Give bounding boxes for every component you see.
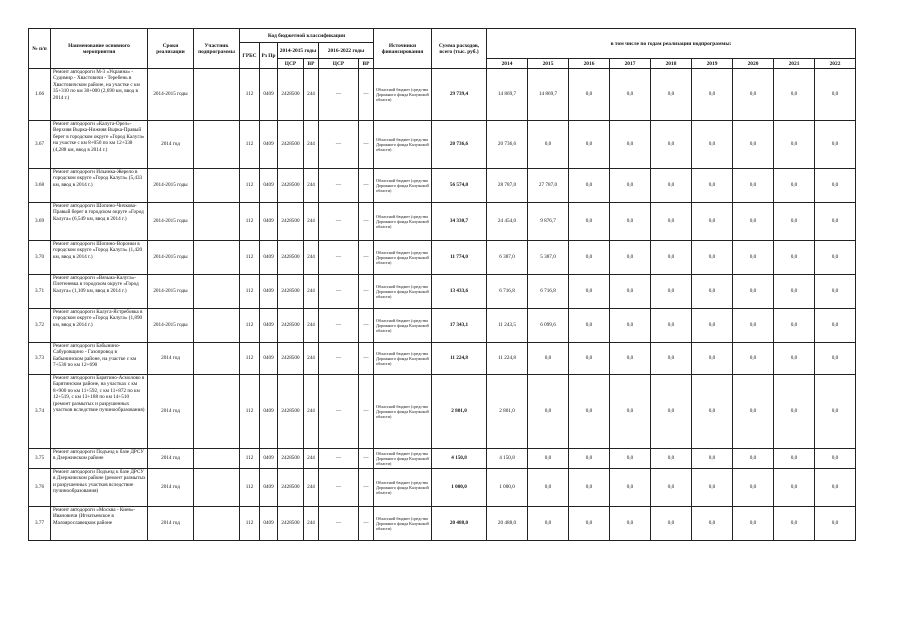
row-name: Ремонт автодороги Шопино-Чичкова-Правый берег в городском округе «Город Калуга» (6,549 км, ввод в 2014 г.): [51, 203, 148, 241]
row-year-value: 0,0: [651, 507, 692, 541]
row-vr-2016: —: [359, 203, 374, 241]
row-num: 3.76: [29, 469, 51, 507]
header-terms: Сроки реализации: [148, 29, 194, 69]
row-vr-2016: —: [359, 169, 374, 203]
header-year: 2017: [610, 59, 651, 69]
row-year-value: 0,0: [528, 343, 569, 375]
row-name: Ремонт автодороги Ильинка-Жерело в городском округе «Город Калуга» (5,433 км, ввод в 2014 г.): [51, 169, 148, 203]
header-vr: ВР: [304, 59, 319, 69]
row-vr: 244: [304, 69, 319, 121]
row-rzpr: 0409: [260, 507, 278, 541]
row-year-value: 0,0: [692, 241, 733, 275]
header-period-2014: 2014-2015 годы: [278, 43, 319, 59]
row-year-value: 0,0: [815, 275, 856, 309]
row-participant: [194, 449, 240, 469]
header-year: 2022: [815, 59, 856, 69]
header-vr: ВР: [359, 59, 374, 69]
row-grbs: 112: [240, 241, 260, 275]
row-year-value: 0,0: [610, 275, 651, 309]
table-row: [29, 241, 856, 275]
row-num: 3.72: [29, 309, 51, 343]
row-year-value: 0,0: [651, 169, 692, 203]
header-csr: ЦСР: [319, 59, 359, 69]
row-grbs: 112: [240, 469, 260, 507]
row-name: Ремонт автодороги Барятино-Асмолово в Барятинском районе, на участках с км 8+900 по км 11+592, с км 11+872 по км 12+519, с км 13+188 по км 14+510 (ремонт размытых и разрушенных участков вследствие пучинообразования): [51, 375, 148, 449]
row-year-value: 9 876,7: [528, 203, 569, 241]
row-year-value: 0,0: [815, 449, 856, 469]
row-vr-2016: —: [359, 343, 374, 375]
row-vr-2016: —: [359, 449, 374, 469]
row-year-value: 0,0: [610, 69, 651, 121]
row-year-value: 6 387,0: [487, 241, 528, 275]
header-year: 2019: [692, 59, 733, 69]
row-csr: 2428500: [278, 309, 304, 343]
row-vr-2016: —: [359, 375, 374, 449]
row-year-value: 0,0: [733, 449, 774, 469]
row-vr: 244: [304, 169, 319, 203]
row-participant: [194, 241, 240, 275]
row-year-value: 0,0: [610, 241, 651, 275]
row-csr: 2428500: [278, 69, 304, 121]
row-year-value: 0,0: [815, 507, 856, 541]
row-year-value: 0,0: [692, 69, 733, 121]
row-num: 3.68: [29, 169, 51, 203]
row-terms: 2014-2015 годы: [148, 241, 194, 275]
row-total: 11 224,8: [432, 343, 487, 375]
row-source: Областной бюджет (средства Дорожного фонда Калужской области): [374, 375, 432, 449]
row-vr: 244: [304, 507, 319, 541]
row-source: Областной бюджет (средства Дорожного фонда Калужской области): [374, 309, 432, 343]
row-year-value: 0,0: [651, 469, 692, 507]
row-grbs: 112: [240, 507, 260, 541]
row-year-value: 0,0: [651, 375, 692, 449]
row-source: Областной бюджет (средства Дорожного фонда Калужской области): [374, 169, 432, 203]
row-year-value: 0,0: [733, 309, 774, 343]
row-num: 3.67: [29, 121, 51, 169]
row-year-value: 0,0: [610, 507, 651, 541]
row-year-value: 0,0: [774, 343, 815, 375]
row-participant: [194, 375, 240, 449]
row-grbs: 112: [240, 121, 260, 169]
row-csr-2016: —: [319, 241, 359, 275]
row-vr: 244: [304, 241, 319, 275]
row-year-value: 0,0: [692, 507, 733, 541]
row-source: Областной бюджет (средства Дорожного фонда Калужской области): [374, 203, 432, 241]
header-sources: Источники финансирования: [374, 29, 432, 69]
row-year-value: 0,0: [651, 343, 692, 375]
row-rzpr: 0409: [260, 469, 278, 507]
row-year-value: 20 488,0: [487, 507, 528, 541]
header-grbs: ГРБС: [240, 43, 260, 69]
row-grbs: 112: [240, 375, 260, 449]
row-terms: 2014-2015 годы: [148, 309, 194, 343]
row-terms: 2014 год: [148, 343, 194, 375]
row-csr-2016: —: [319, 343, 359, 375]
row-csr-2016: —: [319, 309, 359, 343]
row-grbs: 112: [240, 343, 260, 375]
row-year-value: 0,0: [692, 309, 733, 343]
row-terms: 2014 год: [148, 449, 194, 469]
row-year-value: 0,0: [774, 469, 815, 507]
row-vr-2016: —: [359, 275, 374, 309]
row-vr: 244: [304, 121, 319, 169]
row-year-value: 2 801,0: [487, 375, 528, 449]
row-total: 34 330,7: [432, 203, 487, 241]
table-row: [29, 343, 856, 375]
row-csr: 2428500: [278, 169, 304, 203]
row-vr-2016: —: [359, 507, 374, 541]
row-year-value: 0,0: [692, 169, 733, 203]
row-terms: 2014-2015 годы: [148, 203, 194, 241]
row-year-value: 0,0: [733, 375, 774, 449]
row-year-value: 0,0: [528, 449, 569, 469]
row-year-value: 11 243,5: [487, 309, 528, 343]
row-year-value: 0,0: [569, 309, 610, 343]
row-name: Ремонт автодороги «Калуга-Орел»-Верхняя Вырка-Нижняя Вырка-Правый берег в городском округе «Город Калуга» на участке с км 8+050 по км 12+338 (4,288 км, ввод в 2014 г.): [51, 121, 148, 169]
row-grbs: 112: [240, 169, 260, 203]
header-num: № п/п: [29, 29, 51, 69]
row-year-value: 6 716,8: [528, 275, 569, 309]
row-source: Областной бюджет (средства Дорожного фонда Калужской области): [374, 469, 432, 507]
row-year-value: 0,0: [651, 275, 692, 309]
row-rzpr: 0409: [260, 375, 278, 449]
budget-table: [28, 28, 856, 541]
row-participant: [194, 343, 240, 375]
row-csr-2016: —: [319, 449, 359, 469]
row-num: 3.73: [29, 343, 51, 375]
row-csr: 2428500: [278, 469, 304, 507]
row-year-value: 0,0: [610, 121, 651, 169]
row-terms: 2014 год: [148, 507, 194, 541]
row-year-value: 0,0: [569, 375, 610, 449]
row-name: Ремонт автодороги Подъезд к базе ДРСУ в Дзержинском районе: [51, 449, 148, 469]
row-grbs: 112: [240, 203, 260, 241]
row-year-value: 0,0: [569, 507, 610, 541]
row-year-value: 0,0: [733, 507, 774, 541]
row-csr: 2428500: [278, 275, 304, 309]
row-vr: 244: [304, 449, 319, 469]
row-vr: 244: [304, 309, 319, 343]
row-csr-2016: —: [319, 507, 359, 541]
row-rzpr: 0409: [260, 241, 278, 275]
row-total: 2 801,0: [432, 375, 487, 449]
row-participant: [194, 169, 240, 203]
row-total: 11 774,0: [432, 241, 487, 275]
row-year-value: 0,0: [692, 121, 733, 169]
row-year-value: 0,0: [569, 203, 610, 241]
row-csr: 2428500: [278, 343, 304, 375]
row-year-value: 14 869,7: [487, 69, 528, 121]
row-year-value: 0,0: [774, 275, 815, 309]
row-year-value: 0,0: [528, 375, 569, 449]
row-year-value: 0,0: [774, 449, 815, 469]
row-year-value: 0,0: [815, 375, 856, 449]
row-grbs: 112: [240, 449, 260, 469]
row-total: 4 150,8: [432, 449, 487, 469]
table-row: [29, 309, 856, 343]
row-year-value: 0,0: [733, 241, 774, 275]
table-row: [29, 469, 856, 507]
row-rzpr: 0409: [260, 309, 278, 343]
row-year-value: 0,0: [815, 241, 856, 275]
row-grbs: 112: [240, 69, 260, 121]
row-year-value: 0,0: [815, 469, 856, 507]
row-year-value: 0,0: [774, 241, 815, 275]
row-year-value: 24 454,0: [487, 203, 528, 241]
table-row: [29, 375, 856, 449]
row-participant: [194, 69, 240, 121]
row-year-value: 0,0: [692, 469, 733, 507]
header-by-years: в том числе по годам реализации подпрограммы:: [487, 29, 856, 59]
table-row: [29, 275, 856, 309]
row-year-value: 0,0: [692, 449, 733, 469]
row-source: Областной бюджет (средства Дорожного фонда Калужской области): [374, 241, 432, 275]
budget-table-sheet: [28, 28, 856, 541]
row-year-value: 6 099,6: [528, 309, 569, 343]
row-year-value: 0,0: [733, 275, 774, 309]
row-year-value: 11 224,8: [487, 343, 528, 375]
table-row: [29, 121, 856, 169]
row-year-value: 0,0: [610, 343, 651, 375]
row-name: Ремонт автодороги Калуга-Ястребовка в городском округе «Город Калуга» (1,890 км, ввод в 2014 г.): [51, 309, 148, 343]
row-year-value: 0,0: [651, 241, 692, 275]
row-vr-2016: —: [359, 241, 374, 275]
row-year-value: 0,0: [651, 69, 692, 121]
row-year-value: 0,0: [733, 121, 774, 169]
row-source: Областной бюджет (средства Дорожного фонда Калужской области): [374, 121, 432, 169]
row-year-value: 4 150,8: [487, 449, 528, 469]
row-source: Областной бюджет (средства Дорожного фонда Калужской области): [374, 449, 432, 469]
row-year-value: 0,0: [774, 69, 815, 121]
header-sum: Сумма расходов, всего (тыс. руб.): [432, 29, 487, 69]
row-total: 56 574,0: [432, 169, 487, 203]
row-year-value: 0,0: [692, 343, 733, 375]
row-total: 20 736,6: [432, 121, 487, 169]
row-year-value: 0,0: [774, 309, 815, 343]
row-year-value: 0,0: [815, 309, 856, 343]
row-rzpr: 0409: [260, 169, 278, 203]
row-name: Ремонт автодороги «Москва - Киев»-Ивановичи (Игнатьевское в Малоярославецком районе: [51, 507, 148, 541]
row-year-value: 0,0: [610, 169, 651, 203]
row-csr: 2428500: [278, 241, 304, 275]
header-rzpr: Рз Пр: [260, 43, 278, 69]
row-year-value: 0,0: [651, 309, 692, 343]
row-vr: 244: [304, 203, 319, 241]
header-csr: ЦСР: [278, 59, 304, 69]
table-body: [29, 69, 856, 541]
row-year-value: 0,0: [610, 309, 651, 343]
row-num: 3.71: [29, 275, 51, 309]
row-year-value: 0,0: [610, 375, 651, 449]
row-year-value: 0,0: [569, 449, 610, 469]
row-year-value: 5 387,0: [528, 241, 569, 275]
row-csr: 2428500: [278, 375, 304, 449]
row-year-value: 0,0: [569, 169, 610, 203]
row-year-value: 0,0: [774, 121, 815, 169]
row-csr-2016: —: [319, 275, 359, 309]
row-year-value: 0,0: [610, 449, 651, 469]
table-row: [29, 169, 856, 203]
row-year-value: 1 000,0: [487, 469, 528, 507]
row-year-value: 0,0: [733, 69, 774, 121]
row-terms: 2014 год: [148, 469, 194, 507]
row-year-value: 0,0: [569, 469, 610, 507]
row-num: 1.66: [29, 69, 51, 121]
row-participant: [194, 507, 240, 541]
row-year-value: 0,0: [815, 203, 856, 241]
row-source: Областной бюджет (средства Дорожного фонда Калужской области): [374, 275, 432, 309]
header-year: 2015: [528, 59, 569, 69]
row-year-value: 0,0: [569, 343, 610, 375]
header-year: 2018: [651, 59, 692, 69]
row-year-value: 0,0: [774, 375, 815, 449]
row-year-value: 0,0: [651, 121, 692, 169]
row-year-value: 6 716,8: [487, 275, 528, 309]
row-rzpr: 0409: [260, 121, 278, 169]
row-name: Ремонт автодороги «Вязьма-Калуга»-Плетеневка в городском округе «Город Калуга» (1,109 км, ввод в 2014 г.): [51, 275, 148, 309]
row-terms: 2014-2015 годы: [148, 169, 194, 203]
row-year-value: 0,0: [610, 469, 651, 507]
row-year-value: 0,0: [651, 203, 692, 241]
row-num: 3.74: [29, 375, 51, 449]
row-rzpr: 0409: [260, 203, 278, 241]
row-rzpr: 0409: [260, 275, 278, 309]
row-year-value: 0,0: [774, 507, 815, 541]
row-year-value: 0,0: [528, 469, 569, 507]
row-year-value: 0,0: [733, 343, 774, 375]
header-year: 2016: [569, 59, 610, 69]
row-name: Ремонт автодороги Бабынино-Сабуровщино - Газопровод в Бабынинском районе, на участке с км 7+530 по км 12+690: [51, 343, 148, 375]
row-year-value: 0,0: [733, 169, 774, 203]
row-terms: 2014 год: [148, 375, 194, 449]
row-csr-2016: —: [319, 203, 359, 241]
row-source: Областной бюджет (средства Дорожного фонда Калужской области): [374, 69, 432, 121]
row-year-value: 0,0: [528, 507, 569, 541]
row-name: Ремонт автодороги М-3 «Украина» - Судимир - Хвастовичи - Теребень в Хвастовичском районе, на участке с км 35+310 по км 38+000 (2,690 км, ввод в 2014 г.): [51, 69, 148, 121]
row-vr: 244: [304, 469, 319, 507]
row-name: Ремонт автодороги Подъезд к базе ДРСУ в Дзержинском районе (ремонт размытых и разрушенных участков вследствие пучинообразования): [51, 469, 148, 507]
row-csr: 2428500: [278, 507, 304, 541]
row-num: 3.69: [29, 203, 51, 241]
row-year-value: 0,0: [733, 203, 774, 241]
row-year-value: 0,0: [569, 69, 610, 121]
row-vr-2016: —: [359, 69, 374, 121]
header-participant: Участник подпрограммы: [194, 29, 240, 69]
row-year-value: 0,0: [528, 121, 569, 169]
header-year: 2014: [487, 59, 528, 69]
table-row: [29, 69, 856, 121]
row-year-value: 14 869,7: [528, 69, 569, 121]
row-participant: [194, 309, 240, 343]
row-year-value: 20 736,6: [487, 121, 528, 169]
row-total: 17 343,1: [432, 309, 487, 343]
row-source: Областной бюджет (средства Дорожного фонда Калужской области): [374, 343, 432, 375]
row-year-value: 0,0: [651, 449, 692, 469]
row-year-value: 0,0: [774, 203, 815, 241]
row-terms: 2014 год: [148, 121, 194, 169]
header-year: 2020: [733, 59, 774, 69]
table-row: [29, 449, 856, 469]
row-name: Ремонт автодороги Шопино-Воронки в городском округе «Город Калуга» (1,420 км, ввод в 2014 г.): [51, 241, 148, 275]
row-rzpr: 0409: [260, 449, 278, 469]
row-total: 20 488,0: [432, 507, 487, 541]
row-terms: 2014-2015 годы: [148, 69, 194, 121]
row-participant: [194, 121, 240, 169]
row-year-value: 0,0: [815, 169, 856, 203]
table-row: [29, 507, 856, 541]
row-terms: 2014-2015 годы: [148, 275, 194, 309]
row-total: 29 739,4: [432, 69, 487, 121]
row-num: 3.70: [29, 241, 51, 275]
row-csr: 2428500: [278, 121, 304, 169]
row-year-value: 0,0: [569, 241, 610, 275]
row-rzpr: 0409: [260, 69, 278, 121]
row-csr-2016: —: [319, 121, 359, 169]
header-year: 2021: [774, 59, 815, 69]
row-source: Областной бюджет (средства Дорожного фонда Калужской области): [374, 507, 432, 541]
row-csr: 2428500: [278, 203, 304, 241]
row-year-value: 0,0: [569, 121, 610, 169]
row-year-value: 0,0: [692, 203, 733, 241]
row-participant: [194, 469, 240, 507]
row-year-value: 0,0: [733, 469, 774, 507]
row-participant: [194, 203, 240, 241]
row-vr: 244: [304, 275, 319, 309]
row-vr-2016: —: [359, 309, 374, 343]
row-year-value: 0,0: [815, 121, 856, 169]
row-year-value: 0,0: [692, 375, 733, 449]
row-participant: [194, 275, 240, 309]
row-year-value: 0,0: [774, 169, 815, 203]
row-year-value: 0,0: [610, 203, 651, 241]
header-period-2016: 2016-2022 годы: [319, 43, 374, 59]
table-row: [29, 203, 856, 241]
row-csr-2016: —: [319, 169, 359, 203]
row-year-value: 0,0: [815, 343, 856, 375]
row-year-value: 28 787,0: [487, 169, 528, 203]
row-total: 13 433,6: [432, 275, 487, 309]
header-budget-code: Код бюджетной классификации: [240, 29, 374, 43]
row-total: 1 000,0: [432, 469, 487, 507]
row-grbs: 112: [240, 275, 260, 309]
row-year-value: 27 787,0: [528, 169, 569, 203]
row-csr: 2428500: [278, 449, 304, 469]
row-csr-2016: —: [319, 375, 359, 449]
row-csr-2016: —: [319, 69, 359, 121]
row-vr: 244: [304, 343, 319, 375]
row-num: 3.75: [29, 449, 51, 469]
row-num: 3.77: [29, 507, 51, 541]
row-year-value: 0,0: [815, 69, 856, 121]
row-grbs: 112: [240, 309, 260, 343]
row-vr: 244: [304, 375, 319, 449]
header-name: Наименование основного мероприятия: [51, 29, 148, 69]
row-csr-2016: —: [319, 469, 359, 507]
row-year-value: 0,0: [569, 275, 610, 309]
row-year-value: 0,0: [692, 275, 733, 309]
row-rzpr: 0409: [260, 343, 278, 375]
row-vr-2016: —: [359, 121, 374, 169]
row-vr-2016: —: [359, 469, 374, 507]
